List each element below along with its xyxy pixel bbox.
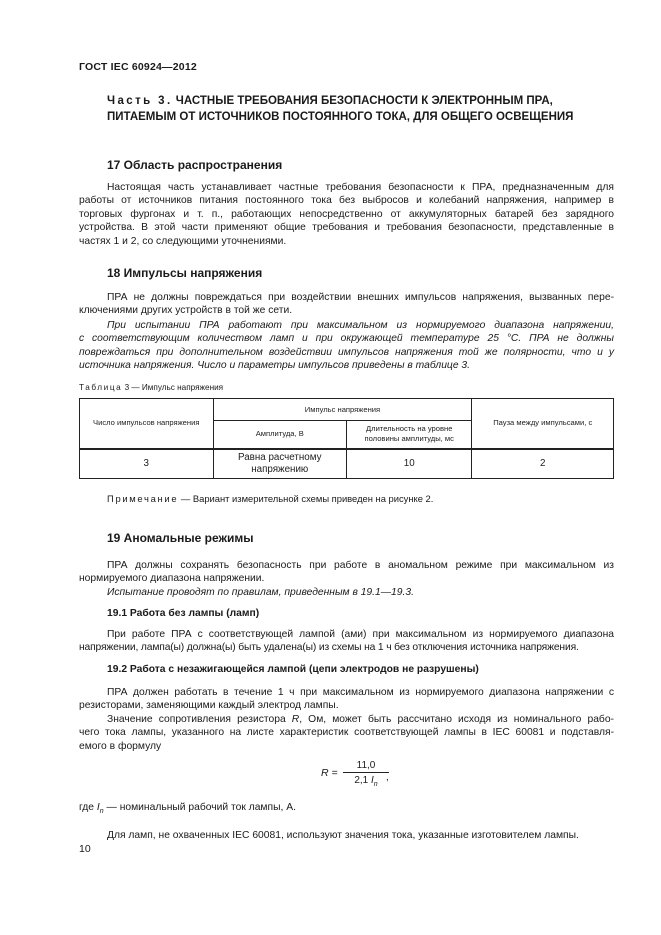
text-line: чего тока лампы, указанного на листе характеристик соответствующей лампы в IEC 60081 и подставля-: [79, 727, 614, 739]
text-line: работы от источников питания постоянного тока без выбросов и колебаний напряжения, например в: [79, 195, 614, 207]
page-number: 10: [79, 843, 91, 855]
table-3: [79, 398, 614, 479]
variable-r: R: [291, 714, 300, 725]
den-variable: I: [371, 775, 374, 786]
text-line: При работе ПРА с соответствующей лампой (ами) при максимальном из нормируемого диапазона: [107, 629, 614, 640]
table-caption-label: Таблица: [79, 383, 123, 392]
text-line: Настоящая часть устанавливает частные требования безопасности к ПРА, предназначенным для: [107, 182, 614, 193]
section-17-paragraph: [79, 181, 614, 248]
text-line: ПРА должен работать в течение 1 ч при максимальном из нормируемого диапазона напряжении с: [107, 687, 614, 698]
table-3-caption: [79, 383, 223, 392]
formula-fraction: [343, 760, 389, 788]
section-17-heading: 17 Область распространения: [107, 158, 283, 172]
den-coefficient: 2,1: [354, 775, 369, 786]
text-line: торговых фургонах и т. п., работающих непосредственно от аккумуляторных батарей без зарядного: [79, 208, 614, 220]
part-title: [107, 93, 607, 125]
text-line: устройства. В этой части применяют общие требования и требования безопасности, представленные в: [79, 222, 614, 234]
text-line: источника напряжения. Число и параметры импульсов приведены в таблице 3.: [79, 360, 470, 372]
text-line: При испытании ПРА работают при максимальном из нормируемого диапазона напряжении,: [107, 320, 614, 331]
table-note: [107, 493, 433, 504]
den-subscript: n: [373, 781, 378, 788]
header-pulse-count: Число импульсов напряжения: [80, 399, 214, 449]
cell-pause: 2: [472, 449, 614, 479]
header-impulse: Импульс напряжения: [213, 399, 472, 421]
variable-in-subscript: n: [99, 808, 104, 816]
section-18-paragraph-1: [79, 291, 614, 318]
text-fragment: где: [79, 802, 97, 813]
text-fragment: Значение сопротивления резистора: [107, 714, 292, 725]
table-caption-text: 3 — Импульс напряжения: [124, 383, 224, 392]
note-label: Примечание: [107, 493, 179, 504]
text-line: [79, 713, 614, 726]
document-header: ГОСТ IEC 60924—2012: [79, 61, 197, 73]
section-19-2-paragraph-1: [79, 686, 614, 713]
formula-numerator: 11,0: [356, 760, 376, 771]
header-pause: Пауза между импульсами, с: [472, 399, 614, 449]
section-19-heading: 19 Аномальные режимы: [107, 531, 254, 545]
text-line: ПРА не должны повреждаться при воздействии внешних импульсов напряжения, вызванных пере-: [107, 292, 614, 303]
text-fragment: , Ом, может быть рассчитано исходя из номинального рабо-: [299, 714, 614, 725]
section-19-1-heading: 19.1 Работа без лампы (ламп): [107, 608, 260, 619]
text-fragment: — номинальный рабочий ток лампы, А.: [103, 802, 296, 813]
cell-count: 3: [80, 449, 214, 479]
section-19-paragraph-2: Испытание проводят по правилам, приведенным в 19.1—19.3.: [107, 587, 414, 598]
text-line: частях 1 и 2, со следующими уточнениями.: [79, 235, 287, 247]
text-line: напряжении, лампа(ы) должна(ы) быть удалена(ы) из схемы на 1 ч без отключения источника напряжения.: [79, 642, 579, 654]
formula-comma: ,: [386, 772, 389, 783]
cell-duration: 10: [347, 449, 472, 479]
text-line: нормируемого диапазона напряжении.: [79, 573, 265, 585]
section-18-paragraph-2: [79, 319, 614, 373]
text-line: резисторами, заменяющими каждый электрод лампы.: [79, 700, 339, 712]
part-label: Часть 3.: [107, 95, 173, 107]
section-19-2-heading: 19.2 Работа с незажигающейся лампой (цепи электродов не разрушены): [107, 664, 479, 675]
formula-denominator: [343, 773, 389, 788]
note-text: — Вариант измерительной схемы приведен на рисунке 2.: [180, 493, 434, 504]
section-19-2-paragraph-2: [79, 713, 614, 753]
section-19-paragraph-1: [79, 559, 614, 586]
text-line: с соответствующим количеством ламп и при окружающей температуре 25 °С. ПРА не должны: [79, 333, 614, 345]
part-title-text: ЧАСТНЫЕ ТРЕБОВАНИЯ БЕЗОПАСНОСТИ К ЭЛЕКТРОННЫМ ПРА, ПИТАЕМЫМ ОТ ИСТОЧНИКОВ ПОСТОЯННОГО ТОКА, ДЛЯ ОБЩЕГО ОСВЕЩЕНИЯ: [107, 95, 574, 123]
cell-amplitude: Равна расчетному напряжению: [213, 449, 347, 479]
section-19-1-paragraph: [79, 628, 614, 655]
text-line: емого в формулу: [79, 740, 162, 752]
section-18-heading: 18 Импульсы напряжения: [107, 266, 263, 280]
header-amplitude: Амплитуда, В: [213, 421, 347, 449]
formula-where: [79, 801, 614, 818]
text-line: повреждаться при дополнительном воздействии импульсов напряжения той же полярности, что и у: [79, 346, 614, 358]
variable-in: I: [96, 802, 100, 813]
table-row: [80, 449, 614, 479]
resistance-formula: [315, 760, 395, 790]
header-duration: Длительность на уровне половины амплитуды, мс: [347, 421, 472, 449]
section-19-2-paragraph-3: Для ламп, не охваченных IEC 60081, используют значения тока, указанные изготовителем лампы.: [107, 830, 579, 841]
text-line: ПРА должны сохранять безопасность при работе в аномальном режиме при максимальном из: [107, 560, 614, 571]
text-line: ключениями других устройств в той же сети.: [79, 305, 293, 317]
formula-lhs: R =: [321, 767, 338, 779]
